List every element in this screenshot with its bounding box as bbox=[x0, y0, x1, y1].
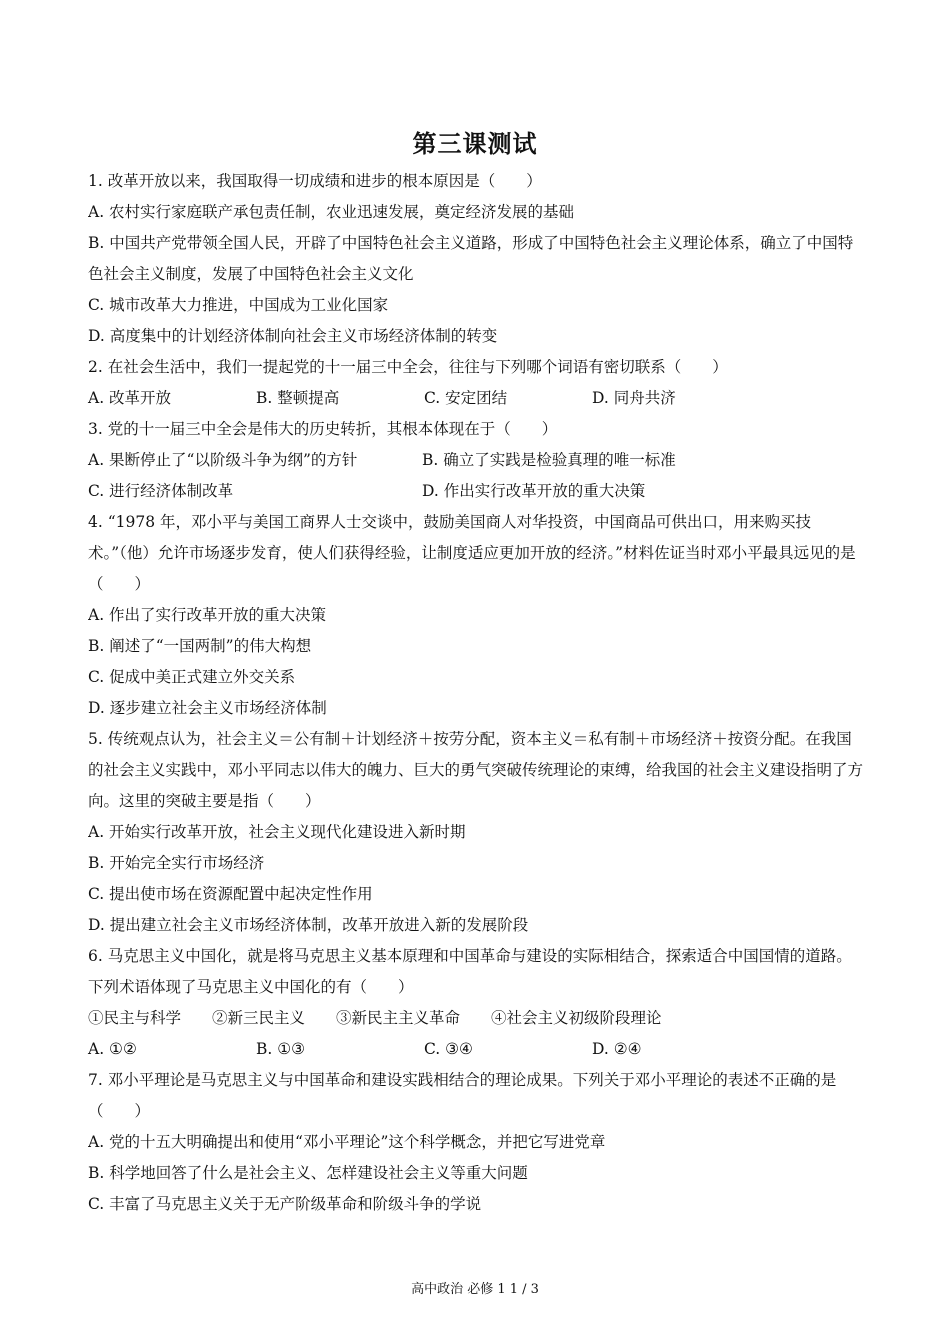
question-list bbox=[88, 166, 864, 1220]
option-c: C. 城市改革大力推进，中国成为工业化国家 bbox=[88, 296, 389, 314]
option-a: A. 果断停止了“以阶级斗争为纲”的方针 bbox=[88, 451, 358, 469]
question-7 bbox=[88, 1065, 864, 1220]
question-1 bbox=[88, 166, 864, 352]
option-d: D. 作出实行改革开放的重大决策 bbox=[422, 482, 646, 500]
option-a: A. 开始实行改革开放，社会主义现代化建设进入新时期 bbox=[88, 823, 466, 841]
option-row bbox=[88, 445, 864, 476]
option-b: B. 中国共产党带领全国人民，开辟了中国特色社会主义道路，形成了中国特色社会主义理论体系，确立了中国特色社会主义制度，发展了中国特色社会主义文化 bbox=[88, 234, 854, 283]
option-a: A. ①② bbox=[88, 1040, 137, 1058]
option-d: D. 逐步建立社会主义市场经济体制 bbox=[88, 699, 327, 717]
option-a: A. 改革开放 bbox=[88, 389, 172, 407]
option-c: C. ③④ bbox=[424, 1040, 473, 1058]
option-c: C. 丰富了马克思主义关于无产阶级革命和阶级斗争的学说 bbox=[88, 1195, 482, 1213]
option-b: B. 确立了实践是检验真理的唯一标准 bbox=[422, 451, 676, 469]
option-row bbox=[88, 1034, 864, 1065]
question-stem: 7. 邓小平理论是马克思主义与中国革命和建设实践相结合的理论成果。下列关于邓小平理论的表述不正确的是（ ） bbox=[88, 1071, 837, 1120]
option-b: B. 科学地回答了什么是社会主义、怎样建设社会主义等重大问题 bbox=[88, 1164, 528, 1182]
option-d: D. ②④ bbox=[592, 1040, 642, 1058]
option-a: A. 农村实行家庭联产承包责任制，农业迅速发展，奠定经济发展的基础 bbox=[88, 203, 575, 221]
option-b: B. 阐述了“一国两制”的伟大构想 bbox=[88, 637, 312, 655]
question-stem: 1. 改革开放以来，我国取得一切成绩和进步的根本原因是（ ） bbox=[88, 172, 542, 190]
option-d: D. 高度集中的计划经济体制向社会主义市场经济体制的转变 bbox=[88, 327, 498, 345]
option-d: D. 提出建立社会主义市场经济体制，改革开放进入新的发展阶段 bbox=[88, 916, 529, 934]
question-stem: 6. 马克思主义中国化，就是将马克思主义基本原理和中国革命与建设的实际相结合，探索适合中国国情的道路。下列术语体现了马克思主义中国化的有（ ） bbox=[88, 947, 852, 996]
option-b: B. ①③ bbox=[256, 1040, 306, 1058]
question-stem: 2. 在社会生活中，我们一提起党的十一届三中全会，往往与下列哪个词语有密切联系（ ） bbox=[88, 358, 728, 376]
option-c: C. 提出使市场在资源配置中起决定性作用 bbox=[88, 885, 373, 903]
question-4 bbox=[88, 507, 864, 724]
page-footer: 高中政治 必修 1 1 / 3 bbox=[411, 1282, 539, 1297]
option-row bbox=[88, 383, 864, 414]
question-stem: 5. 传统观点认为，社会主义＝公有制＋计划经济＋按劳分配，资本主义＝私有制＋市场经济＋按资分配。在我国的社会主义实践中，邓小平同志以伟大的魄力、巨大的勇气突破传统理论的束缚，给我国的社会主义建设指明了方向。这里的突破主要是指（ ） bbox=[88, 730, 864, 810]
statement-items: ①民主与科学 ②新三民主义 ③新民主主义革命 ④社会主义初级阶段理论 bbox=[88, 1009, 662, 1027]
question-3 bbox=[88, 414, 864, 507]
option-b: B. 开始完全实行市场经济 bbox=[88, 854, 265, 872]
page-title: 第三课测试 bbox=[412, 129, 538, 158]
option-a: A. 党的十五大明确提出和使用“邓小平理论”这个科学概念，并把它写进党章 bbox=[88, 1133, 606, 1151]
option-b: B. 整顿提高 bbox=[256, 389, 340, 407]
question-stem: 3. 党的十一届三中全会是伟大的历史转折，其根本体现在于（ ） bbox=[88, 420, 558, 438]
question-2 bbox=[88, 352, 864, 414]
option-d: D. 同舟共济 bbox=[592, 389, 676, 407]
option-row bbox=[88, 476, 864, 507]
option-c: C. 促成中美正式建立外交关系 bbox=[88, 668, 296, 686]
option-a: A. 作出了实行改革开放的重大决策 bbox=[88, 606, 327, 624]
question-6 bbox=[88, 941, 864, 1065]
question-5 bbox=[88, 724, 864, 941]
option-c: C. 进行经济体制改革 bbox=[88, 482, 234, 500]
question-stem: 4. “1978 年，邓小平与美国工商界人士交谈中，鼓励美国商人对华投资，中国商品可供出口，用来购买技术。”（他）允许市场逐步发育，使人们获得经验，让制度适应更加开放的经济。”材料佐证当时邓小平最具远见的是（ ） bbox=[88, 513, 856, 593]
option-c: C. 安定团结 bbox=[424, 389, 508, 407]
